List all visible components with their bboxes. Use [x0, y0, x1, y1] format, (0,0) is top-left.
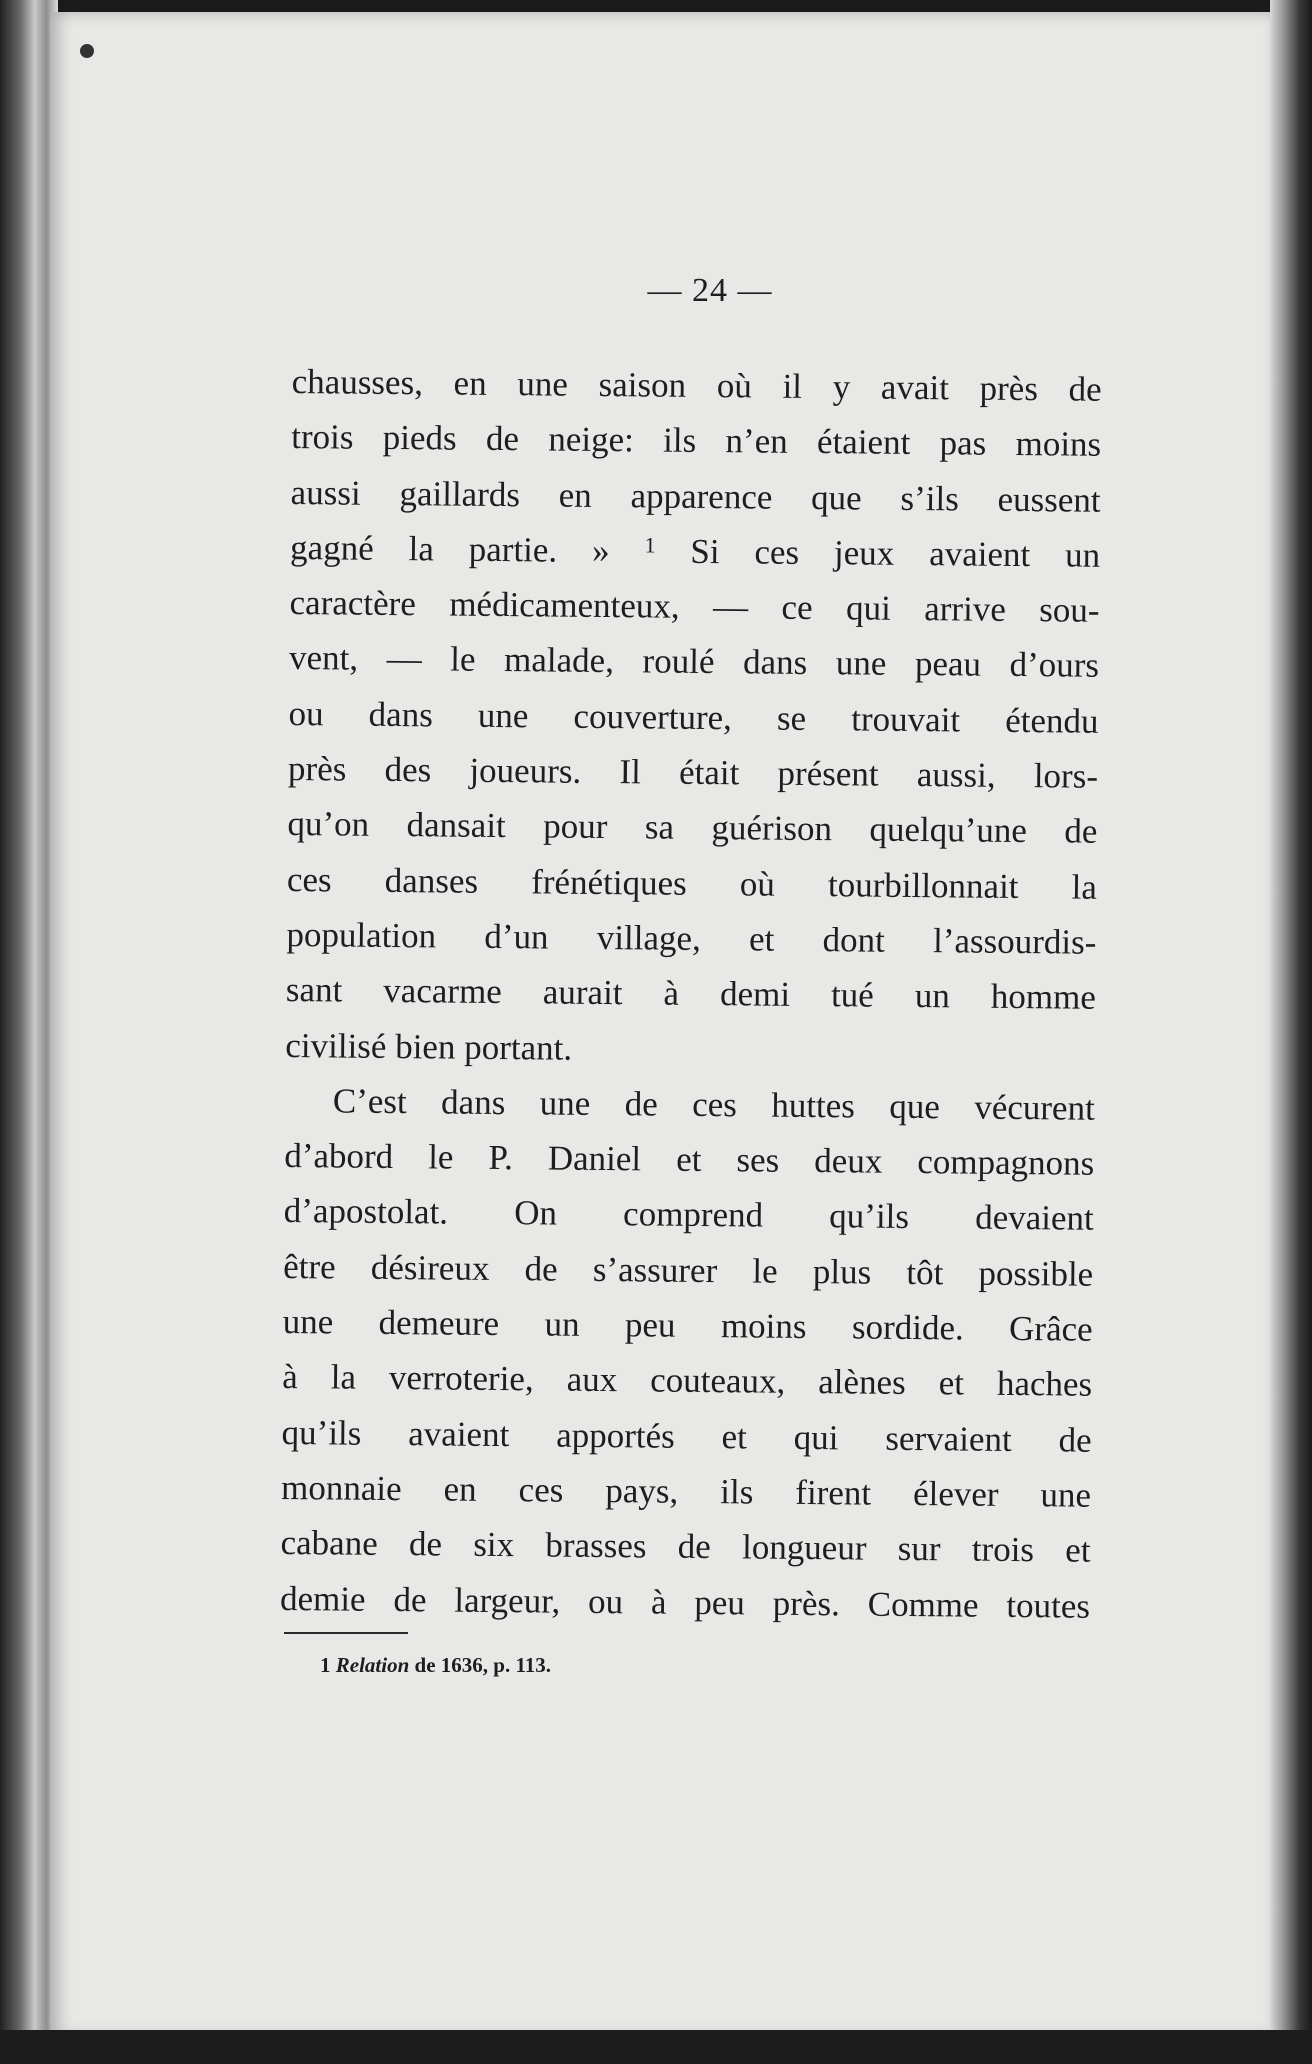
text-line: ces danses frénétiques où tourbillonnait la: [286, 859, 1098, 907]
body-text: [280, 354, 1102, 1634]
text-line: qu’ils avaient apportés et qui servaient de: [281, 1412, 1092, 1460]
text-line: chausses, en une saison où il y avait près de: [291, 361, 1102, 409]
text-line: d’abord le P. Daniel et ses deux compagnons: [284, 1136, 1095, 1183]
text-line: population d’un village, et dont l’assourdis-: [286, 914, 1097, 962]
text-fragment: gagné la partie. »: [289, 527, 610, 570]
text-line-with-note: [290, 520, 1100, 583]
text-line: caractère médicamenteux, — ce qui arrive sou-: [289, 583, 1100, 630]
text-line: trois pieds de neige: ils n’en étaient pas moins: [291, 417, 1102, 465]
text-line: d’apostolat. On comprend qu’ils devaient: [283, 1191, 1094, 1239]
text-line: à la verroterie, aux couteaux, alènes et haches: [281, 1357, 1093, 1405]
text-line: une demeure un peu moins sordide. Grâce: [282, 1302, 1093, 1349]
text-line: demie de largeur, ou à peu près. Comme toutes: [279, 1578, 1091, 1626]
page-number: — 24 —: [647, 272, 773, 309]
text-line: près des joueurs. Il était présent aussi, lors-: [287, 749, 1099, 796]
footnote-reference: 1: [644, 532, 656, 558]
text-line: monnaie en ces pays, ils firent élever une: [280, 1467, 1092, 1515]
footnote: [320, 1653, 551, 1678]
text-line: sant vacarme aurait à demi tué un homme: [285, 970, 1097, 1018]
text-line: cabane de six brasses de longueur sur trois et: [280, 1523, 1091, 1570]
text-line: vent, — le malade, roulé dans une peau d’ours: [288, 638, 1100, 686]
footnote-text: de 1636, p. 113.: [414, 1653, 552, 1677]
footnote-title: Relation: [335, 1653, 410, 1677]
text-fragment: Si ces jeux avaient un: [690, 531, 1101, 575]
footnote-number: 1: [320, 1653, 331, 1677]
text-line: qu’on dansait pour sa guérison quelqu’une de: [287, 804, 1098, 852]
text-line: C’est dans une de ces huttes que vécurent: [332, 1081, 1095, 1128]
footnote-rule: [284, 1632, 408, 1634]
text-line: civilisé bien portant.: [285, 1025, 573, 1068]
scan-bottom-border: [0, 2030, 1312, 2064]
text-line: être désireux de s’assurer le plus tôt possible: [283, 1246, 1094, 1294]
ink-speck: [80, 44, 94, 58]
text-line: aussi gaillards en apparence que s’ils eussent: [290, 472, 1101, 520]
text-line: ou dans une couverture, se trouvait étendu: [288, 693, 1099, 741]
